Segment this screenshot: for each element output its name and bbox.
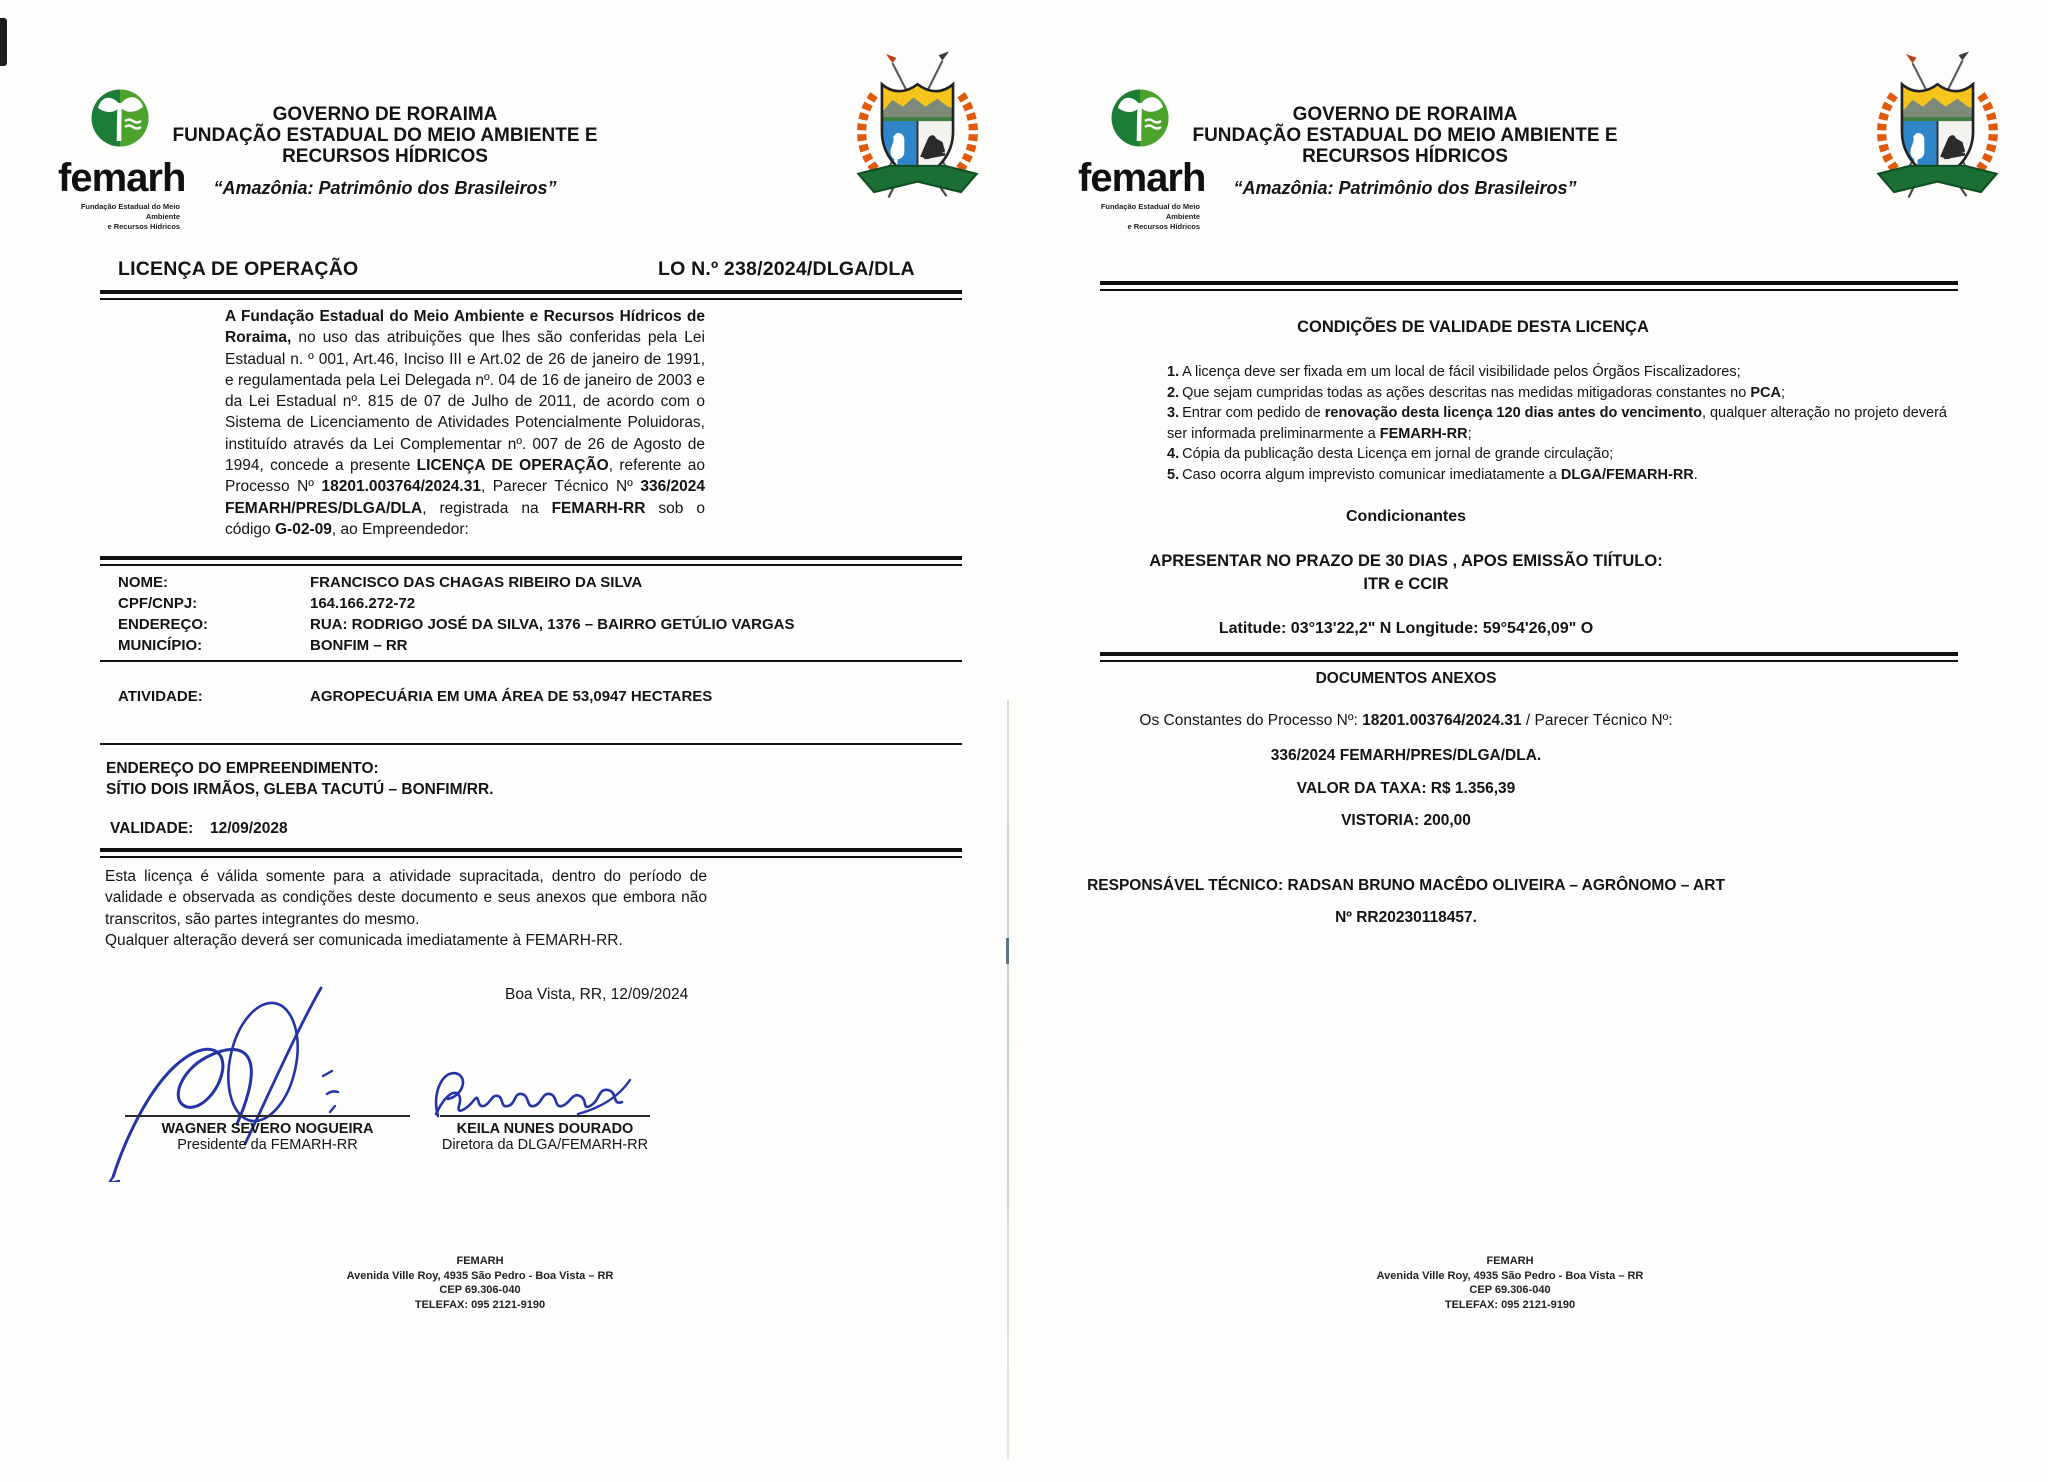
divider-rule [100, 290, 962, 300]
field-value: RUA: RODRIGO JOSÉ DA SILVA, 1376 – BAIRRO GETÚLIO VARGAS [310, 616, 795, 633]
field-label: ENDEREÇO: [118, 616, 209, 633]
femarh-logo-caption [1076, 202, 1200, 231]
inspection-fee-line: VISTORIA: 200,00 [1341, 812, 1471, 829]
footer-org: FEMARH [1486, 1255, 1534, 1267]
divider-rule [100, 660, 962, 662]
condition-item-3 [1167, 403, 1951, 444]
condition-item-1 [1167, 362, 1951, 383]
logo-caption-line1: Fundação Estadual do Meio Ambiente [80, 202, 180, 221]
closing-paragraphs [105, 866, 707, 951]
field-value: 164.166.272-72 [310, 595, 416, 612]
field-label: MUNICÍPIO: [118, 637, 203, 654]
signatory-role: Presidente da FEMARH-RR [177, 1137, 358, 1153]
technical-responsible-line2: Nº RR20230118457. [1335, 909, 1477, 926]
site-address-value: SÍTIO DOIS IRMÃOS, GLEBA TACUTÚ – BONFIM/RR. [106, 781, 494, 798]
technical-responsible [1006, 870, 1806, 934]
attached-documents-title: DOCUMENTOS ANEXOS [1315, 670, 1497, 687]
page-footer-right [1260, 1254, 1760, 1312]
site-address-block [106, 758, 494, 800]
divider-rule [100, 743, 962, 745]
roraima-coat-of-arms-icon [1865, 50, 2010, 208]
femarh-logo-icon [1110, 88, 1170, 148]
roraima-coat-of-arms-icon [845, 50, 990, 208]
condition-number: 2. [1167, 384, 1180, 401]
license-intro-paragraph: A Fundação Estadual do Meio Ambiente e Recursos Hídricos de Roraima, no uso das atribuições que lhes são conferidas pela Lei Estadual n. º 001, Art.46, Inciso III e Art.02 de 26 de janeiro de 1991, e regulamentada pela Lei Delegada nº. 04 de 16 de janeiro de 2003 e da Lei Estadual nº. 815 de 07 de Julho de 2011, de acordo com o Sistema de Licenciamento de Atividades Potencialmente Poluidoras, instituído através da Lei Complementar nº. 007 de 26 de Agosto de 1994, concede a presente LICENÇA DE OPERAÇÃO, referente ao Processo Nº 18201.003764/2024.31, Parecer Técnico Nº 336/2024 FEMARH/PRES/DLGA/DLA, registrada na FEMARH-RR sob o código G-02-09, ao Empreendedor: [225, 308, 705, 538]
footer-address: Avenida Ville Roy, 4935 São Pedro - Boa Vista – RR [1376, 1269, 1644, 1282]
condition-text: Caso ocorra algum imprevisto comunicar imediatamente a DLGA/FEMARH-RR. [1182, 466, 1698, 483]
org-line2: FUNDAÇÃO ESTADUAL DO MEIO AMBIENTE E [172, 125, 598, 146]
condition-item-4 [1167, 444, 1951, 465]
condicionante-text [1006, 550, 1806, 596]
signatory-name: WAGNER SEVERO NOGUEIRA [161, 1121, 374, 1137]
page-footer-left [230, 1254, 730, 1312]
field-row-nome [118, 572, 795, 593]
coordinates-line: Latitude: 03°13'22,2" N Longitude: 59°54'26,09" O [1218, 620, 1594, 637]
entrepreneur-fields [118, 572, 795, 656]
site-address-label: ENDEREÇO DO EMPREENDIMENTO: [106, 760, 379, 777]
condition-number: 5. [1167, 466, 1180, 483]
field-row-endereco [118, 614, 795, 635]
activity-label: ATIVIDADE: [118, 688, 203, 705]
validity-row [110, 820, 288, 838]
condition-text: Entrar com pedido de renovação desta licença 120 dias antes do vencimento, qualquer alteração no projeto deverá ser informada preliminarmente a FEMARH-RR; [1167, 405, 1947, 442]
divider-rule [1100, 652, 1958, 662]
signatory-name: KEILA NUNES DOURADO [456, 1121, 634, 1137]
scan-seam-mark [1006, 938, 1009, 964]
org-line3: RECURSOS HÍDRICOS [1302, 146, 1508, 167]
signatory-1 [125, 1121, 410, 1153]
condition-text: Cópia da publicação desta Licença em jornal de grande circulação; [1182, 446, 1614, 462]
org-line2: FUNDAÇÃO ESTADUAL DO MEIO AMBIENTE E [1192, 125, 1618, 146]
condition-number: 1. [1167, 364, 1180, 380]
logo-caption-line2: e Recursos Hídricos [1127, 221, 1200, 231]
condition-number: 3. [1167, 405, 1180, 421]
divider-rule [100, 848, 962, 858]
conditions-list [1167, 362, 1951, 485]
field-label: CPF/CNPJ: [118, 595, 198, 612]
document-title: LICENÇA DE OPERAÇÃO [118, 258, 359, 280]
attached-documents-line1: Os Constantes do Processo Nº: 18201.003764/2024.31 / Parecer Técnico Nº: [1139, 712, 1673, 729]
condicionante-line2: ITR e CCIR [1363, 575, 1449, 593]
footer-org: FEMARH [456, 1255, 504, 1267]
condition-item-5 [1167, 465, 1951, 486]
org-line1: GOVERNO DE RORAIMA [1292, 104, 1518, 125]
footer-telefax: TELEFAX: 095 2121-9190 [414, 1298, 546, 1311]
conditions-title: CONDIÇÕES DE VALIDADE DESTA LICENÇA [1297, 318, 1649, 336]
technical-responsible-line1: RESPONSÁVEL TÉCNICO: RADSAN BRUNO MACÊDO OLIVEIRA – AGRÔNOMO – ART [1087, 877, 1725, 894]
validity-label: VALIDADE: [110, 820, 194, 837]
letterhead-right [1190, 104, 1620, 199]
femarh-logo-wordmark: femarh [58, 156, 186, 200]
signature-line [125, 1115, 410, 1117]
org-slogan: “Amazônia: Patrimônio dos Brasileiros” [213, 178, 557, 198]
logo-caption-line1: Fundação Estadual do Meio Ambiente [1100, 202, 1200, 221]
scan-edge-mark [0, 18, 7, 66]
condition-text: A licença deve ser fixada em um local de fácil visibilidade pelos Órgãos Fiscalizadores; [1182, 364, 1741, 380]
field-value: FRANCISCO DAS CHAGAS RIBEIRO DA SILVA [310, 574, 643, 591]
field-row-municipio [118, 635, 795, 656]
footer-address: Avenida Ville Roy, 4935 São Pedro - Boa Vista – RR [346, 1269, 614, 1282]
femarh-logo-caption [56, 202, 180, 231]
closing-paragraph-1: Esta licença é válida somente para a atividade supracitada, dentro do período de validade e observada as condições deste documento e seus anexos que embora não transcritos, são partes integrantes do mesmo. [105, 868, 707, 928]
scan-fold-seam [1007, 700, 1009, 1460]
activity-row [118, 686, 712, 707]
footer-telefax: TELEFAX: 095 2121-9190 [1444, 1298, 1576, 1311]
condicionante-line1: APRESENTAR NO PRAZO DE 30 DIAS , APOS EMISSÃO TIÍTULO: [1149, 552, 1663, 570]
closing-paragraph-2: Qualquer alteração deverá ser comunicada imediatamente à FEMARH-RR. [105, 931, 623, 949]
femarh-logo-wordmark: femarh [1078, 156, 1206, 200]
divider-rule [1100, 281, 1958, 291]
condition-item-2 [1167, 383, 1951, 404]
tax-value-line: VALOR DA TAXA: R$ 1.356,39 [1296, 780, 1516, 797]
org-line3: RECURSOS HÍDRICOS [282, 146, 488, 167]
condition-text: Que sejam cumpridas todas as ações descritas nas medidas mitigadoras constantes no PCA; [1182, 384, 1785, 401]
validity-value: 12/09/2028 [210, 820, 288, 837]
footer-cep: CEP 69.306-040 [1469, 1284, 1551, 1296]
condition-number: 4. [1167, 446, 1180, 462]
signatory-role: Diretora da DLGA/FEMARH-RR [441, 1137, 649, 1153]
footer-cep: CEP 69.306-040 [439, 1284, 521, 1296]
signature-line [440, 1115, 650, 1117]
field-row-cpf [118, 593, 795, 614]
field-label: NOME: [118, 574, 168, 591]
divider-rule [100, 556, 962, 566]
license-number: LO N.º 238/2024/DLGA/DLA [658, 258, 915, 280]
logo-caption-line2: e Recursos Hídricos [107, 221, 180, 231]
field-value: BONFIM – RR [310, 637, 408, 654]
activity-value: AGROPECUÁRIA EM UMA ÁREA DE 53,0947 HECTARES [310, 688, 713, 705]
attached-documents-line2: 336/2024 FEMARH/PRES/DLGA/DLA. [1270, 747, 1542, 764]
org-line1: GOVERNO DE RORAIMA [272, 104, 498, 125]
condicionantes-title: Condicionantes [1345, 508, 1466, 525]
place-date: Boa Vista, RR, 12/09/2024 [505, 986, 689, 1003]
letterhead-left [170, 104, 600, 199]
signatory-2 [420, 1121, 670, 1153]
femarh-logo-icon [90, 88, 150, 148]
org-slogan: “Amazônia: Patrimônio dos Brasileiros” [1233, 178, 1577, 198]
